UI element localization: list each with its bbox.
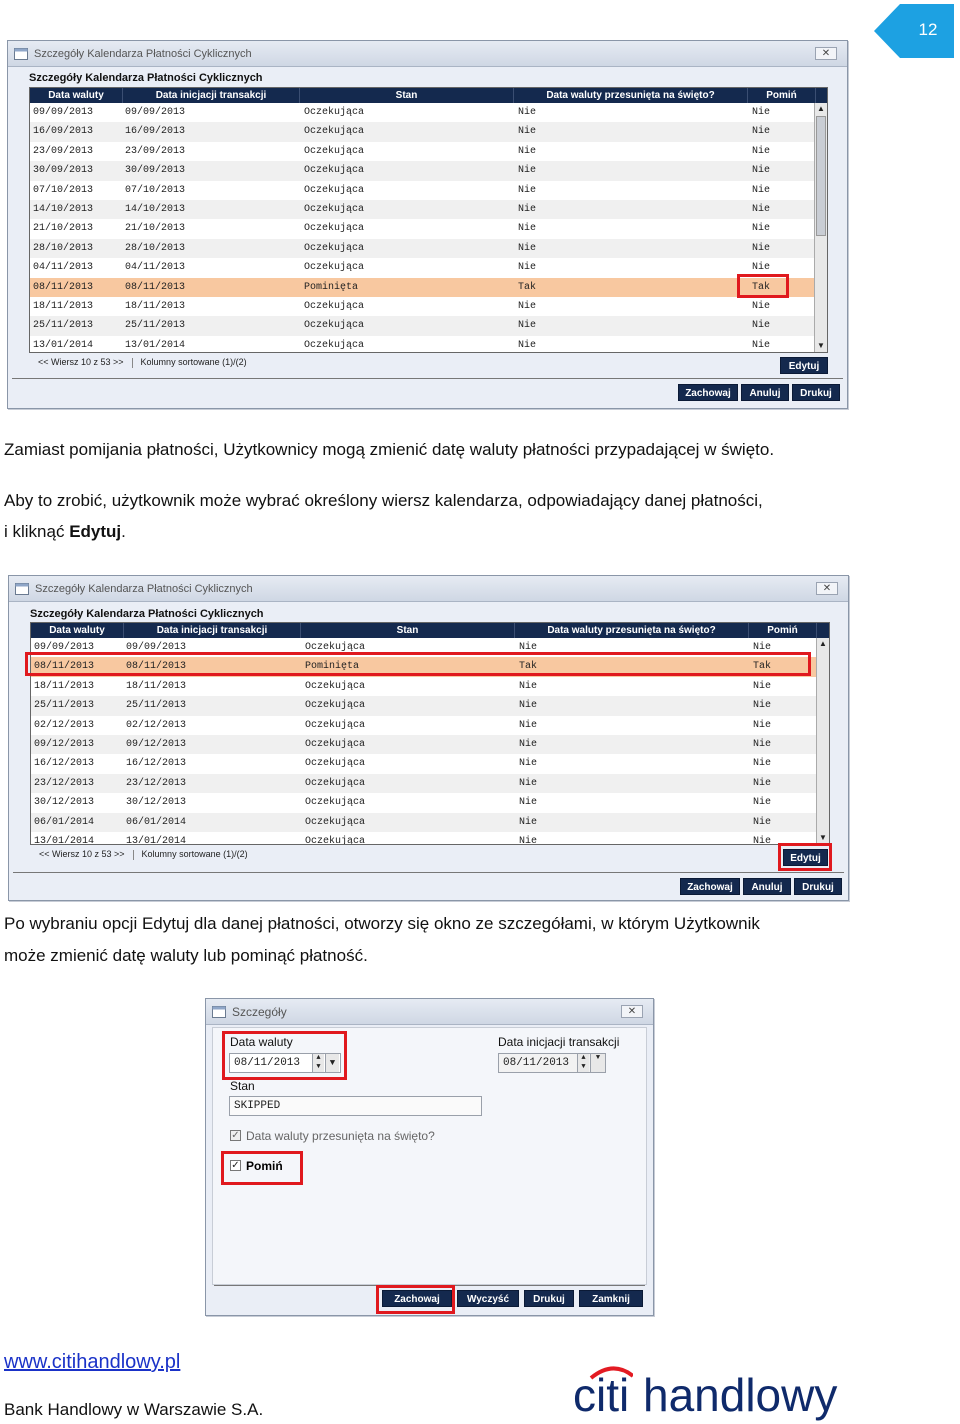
table-cell: Nie <box>752 339 771 351</box>
cancel-button[interactable]: Anuluj <box>743 878 791 895</box>
window-title: Szczegóły Kalendarza Płatności Cyklicznych <box>35 583 253 595</box>
table-cell: Nie <box>518 165 537 177</box>
table-row[interactable] <box>30 219 816 238</box>
table-cell: Nie <box>519 700 538 712</box>
table-cell: Nie <box>753 719 772 731</box>
table-cell: 08/11/2013 <box>34 661 95 673</box>
table-cell: Nie <box>752 223 771 235</box>
table-cell: Oczekująca <box>305 680 366 692</box>
table-cell: 23/09/2013 <box>33 145 94 157</box>
column-header[interactable]: Data waluty przesunięta na święto? <box>515 623 749 638</box>
table-cell: Nie <box>753 680 772 692</box>
table-row[interactable] <box>30 316 816 335</box>
sort-info: Kolumny sortowane (1)/(2) <box>140 357 247 367</box>
table-cell: 02/12/2013 <box>126 719 187 731</box>
table-cell: Nie <box>518 242 537 254</box>
table-cell: 09/12/2013 <box>126 739 187 750</box>
value-date-field[interactable] <box>229 1053 341 1073</box>
table-cell: Oczekująca <box>305 758 366 770</box>
table-cell: Oczekująca <box>305 700 366 712</box>
text-segment: . <box>121 522 126 541</box>
calendar-window-2 <box>8 575 849 901</box>
table-cell: Nie <box>753 816 772 828</box>
table-cell: Nie <box>519 777 538 789</box>
table-cell: 18/11/2013 <box>33 301 94 312</box>
table-cell: 30/12/2013 <box>126 797 187 809</box>
table-cell: 25/11/2013 <box>33 320 94 332</box>
logo-handlowy: handlowy <box>643 1369 838 1421</box>
table-cell: Nie <box>753 836 772 845</box>
skip-checkbox[interactable]: ✓ <box>231 1160 240 1171</box>
close-button[interactable]: ✕ <box>815 47 837 60</box>
table-cell: Nie <box>518 339 537 351</box>
edit-button[interactable]: Edytuj <box>783 849 828 866</box>
table-cell: Nie <box>518 301 537 312</box>
table-cell: Oczekująca <box>305 777 366 789</box>
table-row[interactable] <box>31 832 818 845</box>
table-cell: 16/09/2013 <box>33 126 94 138</box>
table-cell: Oczekująca <box>304 126 365 138</box>
table-cell: Oczekująca <box>305 739 366 750</box>
table-row[interactable] <box>31 793 818 812</box>
close-dialog-button[interactable]: Zamknij <box>579 1290 643 1307</box>
paragraph-2-line-2 <box>4 516 126 547</box>
table-cell: Nie <box>518 320 537 332</box>
table-row[interactable] <box>30 336 816 353</box>
value-date-label: Data waluty <box>230 1035 293 1049</box>
table-cell: 21/10/2013 <box>33 223 94 235</box>
column-header[interactable]: Data inicjacji transakcji <box>123 88 300 103</box>
window-titlebar <box>8 41 847 67</box>
table-cell: Nie <box>518 145 537 157</box>
table-cell: 13/01/2014 <box>126 836 187 845</box>
table-cell: Nie <box>519 719 538 731</box>
bottom-divider <box>12 378 843 379</box>
table-cell: 09/12/2013 <box>34 739 95 750</box>
table-header <box>30 88 827 103</box>
table-cell: Nie <box>752 262 771 274</box>
table-cell: Nie <box>753 642 772 653</box>
table-header <box>31 623 829 638</box>
chevron-down-icon[interactable]: ▼ <box>325 1054 339 1072</box>
table-cell: Oczekująca <box>304 242 365 254</box>
table-row[interactable] <box>30 278 816 297</box>
table-row[interactable] <box>30 142 816 161</box>
window-icon <box>14 47 28 60</box>
table-cell: 25/11/2013 <box>126 700 187 712</box>
table-row[interactable] <box>31 754 818 773</box>
table-cell: Nie <box>518 223 537 235</box>
holiday-checkbox-label: Data waluty przesunięta na święto? <box>246 1129 435 1143</box>
window-title: Szczegóły Kalendarza Płatności Cyklicznych <box>34 48 252 60</box>
save-button[interactable]: Zachowaj <box>678 384 738 401</box>
table-cell: Nie <box>519 680 538 692</box>
table-cell: 14/10/2013 <box>125 204 186 215</box>
table-row[interactable] <box>30 161 816 180</box>
paragraph-1: Zamiast pomijania płatności, Użytkownicy mogą zmienić datę waluty płatności przypadającej w święto. <box>4 440 775 459</box>
table-cell: 08/11/2013 <box>33 281 94 293</box>
table-cell: Oczekująca <box>304 301 365 312</box>
schedule-table <box>29 87 828 353</box>
table-cell: 21/10/2013 <box>125 223 186 235</box>
table-cell: Oczekująca <box>305 816 366 828</box>
table-cell: 28/10/2013 <box>33 242 94 254</box>
paragraph-3-line-2: może zmienić datę waluty lub pominąć płatność. <box>4 946 368 965</box>
footer-divider <box>132 358 133 368</box>
table-cell: 08/11/2013 <box>126 661 187 673</box>
table-cell: Tak <box>752 281 771 293</box>
date-spinner: ▲ ▼ <box>577 1054 589 1072</box>
pager-text[interactable]: << Wiersz 10 z 53 >> <box>38 357 124 367</box>
table-cell: Nie <box>518 107 537 118</box>
table-cell: 07/10/2013 <box>125 184 186 196</box>
close-button[interactable]: ✕ <box>621 1005 643 1018</box>
table-cell: Nie <box>519 642 538 653</box>
table-row[interactable] <box>30 122 816 141</box>
page-number: 12 <box>918 20 938 39</box>
table-cell: Pominięta <box>304 281 359 293</box>
table-cell: Oczekująca <box>304 204 365 215</box>
column-header[interactable]: Pomiń <box>749 623 817 638</box>
table-row[interactable] <box>31 696 818 715</box>
save-button[interactable]: Zachowaj <box>680 878 740 895</box>
table-cell: 04/11/2013 <box>33 262 94 274</box>
scroll-down-arrow-icon[interactable]: ▼ <box>817 341 825 350</box>
status-field: SKIPPED <box>229 1096 482 1116</box>
column-header[interactable]: Pomiń <box>748 88 816 103</box>
bottom-divider <box>13 872 844 873</box>
cancel-button[interactable]: Anuluj <box>741 384 789 401</box>
table-row[interactable] <box>30 200 816 219</box>
table-cell: Nie <box>753 758 772 770</box>
grid-footer <box>39 849 248 860</box>
init-date-value: 08/11/2013 <box>503 1057 570 1069</box>
close-button[interactable]: ✕ <box>816 582 838 595</box>
footer-divider <box>133 850 134 860</box>
table-cell: 16/12/2013 <box>126 758 187 770</box>
table-cell: Oczekująca <box>304 165 365 177</box>
paragraph-3-line-1: Po wybraniu opcji Edytuj dla danej płatności, otworzy się okno ze szczegółami, w którym Użytkownik <box>4 914 760 933</box>
table-cell: Tak <box>753 661 772 673</box>
table-cell: Oczekująca <box>304 145 365 157</box>
column-header[interactable]: Stan <box>301 623 515 638</box>
table-cell: Tak <box>519 661 538 673</box>
table-row[interactable] <box>30 181 816 200</box>
table-cell: Nie <box>518 262 537 274</box>
date-spinner[interactable]: ▲ ▼ <box>312 1054 324 1072</box>
edit-keyword: Edytuj <box>69 522 122 541</box>
table-row[interactable] <box>30 297 816 316</box>
table-cell: 18/11/2013 <box>34 680 95 692</box>
table-row[interactable] <box>31 735 818 754</box>
table-cell: Nie <box>753 797 772 809</box>
table-cell: Oczekująca <box>304 184 365 196</box>
panel-title: Szczegóły Kalendarza Płatności Cyklicznych <box>30 608 264 620</box>
grid-footer <box>38 357 247 368</box>
window-icon <box>212 1005 226 1018</box>
table-cell: 16/12/2013 <box>34 758 95 770</box>
table-cell: 07/10/2013 <box>33 184 94 196</box>
scroll-down-arrow-icon[interactable]: ▼ <box>819 833 827 842</box>
bank-name: Bank Handlowy w Warszawie S.A. <box>4 1400 264 1419</box>
bottom-divider <box>214 1285 645 1286</box>
table-cell: Nie <box>752 184 771 196</box>
table-row[interactable] <box>31 813 818 832</box>
print-button[interactable]: Drukuj <box>524 1290 574 1307</box>
table-cell: Oczekująca <box>305 797 366 809</box>
table-cell: 02/12/2013 <box>34 719 95 731</box>
vertical-scrollbar[interactable] <box>816 638 829 844</box>
table-cell: Nie <box>518 204 537 215</box>
pager-text[interactable]: << Wiersz 10 z 53 >> <box>39 849 125 859</box>
table-row[interactable] <box>30 258 816 277</box>
table-cell: 18/11/2013 <box>125 301 186 312</box>
column-header[interactable]: Data waluty przesunięta na święto? <box>514 88 748 103</box>
save-button[interactable]: Zachowaj <box>382 1290 452 1307</box>
table-cell: Nie <box>519 758 538 770</box>
table-cell: Pominięta <box>305 661 360 673</box>
table-cell: Oczekująca <box>304 262 365 274</box>
skip-checkbox-label: Pomiń <box>246 1159 283 1173</box>
table-cell: Nie <box>518 184 537 196</box>
table-cell: Nie <box>752 107 771 118</box>
edit-button[interactable]: Edytuj <box>780 357 828 374</box>
page-number-badge <box>874 4 954 58</box>
table-cell: 09/09/2013 <box>33 107 94 118</box>
table-cell: 09/09/2013 <box>34 642 95 653</box>
table-cell: 23/12/2013 <box>34 777 95 789</box>
table-cell: Nie <box>752 242 771 254</box>
window-titlebar <box>206 999 653 1025</box>
table-cell: 30/09/2013 <box>125 165 186 177</box>
scroll-up-arrow-icon[interactable]: ▲ <box>819 639 827 648</box>
sort-info: Kolumny sortowane (1)/(2) <box>141 849 248 859</box>
table-cell: Oczekująca <box>305 642 366 653</box>
table-cell: 09/09/2013 <box>126 642 187 653</box>
column-header[interactable]: Data waluty <box>31 623 124 638</box>
table-cell: 13/01/2014 <box>125 339 186 351</box>
table-cell: Oczekująca <box>304 339 365 351</box>
table-cell: 23/09/2013 <box>125 145 186 157</box>
table-cell: 16/09/2013 <box>125 126 186 138</box>
table-cell: 06/01/2014 <box>126 816 187 828</box>
table-cell: 25/11/2013 <box>125 320 186 332</box>
table-cell: Nie <box>518 126 537 138</box>
table-cell: 25/11/2013 <box>34 700 95 712</box>
citi-handlowy-logo <box>573 1364 838 1421</box>
table-cell: 13/01/2014 <box>33 339 94 351</box>
website-link[interactable]: www.citihandlowy.pl <box>4 1351 181 1373</box>
table-row[interactable] <box>31 716 818 735</box>
table-cell: Nie <box>752 204 771 215</box>
table-row[interactable] <box>31 657 818 676</box>
table-cell: Oczekująca <box>305 836 366 845</box>
table-cell: Oczekująca <box>304 223 365 235</box>
table-cell: 30/09/2013 <box>33 165 94 177</box>
table-cell: Nie <box>753 777 772 789</box>
window-title: Szczegóły <box>232 1005 287 1019</box>
table-cell: 23/12/2013 <box>126 777 187 789</box>
status-label: Stan <box>230 1079 255 1093</box>
table-cell: Nie <box>753 739 772 750</box>
column-header[interactable]: Data waluty <box>30 88 123 103</box>
table-cell: 09/09/2013 <box>125 107 186 118</box>
table-row[interactable] <box>30 239 816 258</box>
table-cell: Nie <box>752 165 771 177</box>
window-titlebar <box>9 576 848 602</box>
table-cell: Nie <box>519 836 538 845</box>
table-cell: 14/10/2013 <box>33 204 94 215</box>
table-row[interactable] <box>31 677 818 696</box>
table-cell: 30/12/2013 <box>34 797 95 809</box>
table-cell: Nie <box>752 126 771 138</box>
table-cell: 06/01/2014 <box>34 816 95 828</box>
table-cell: Oczekująca <box>304 320 365 332</box>
init-date-label: Data inicjacji transakcji <box>498 1035 620 1049</box>
table-cell: Nie <box>519 816 538 828</box>
value-date-value: 08/11/2013 <box>234 1057 301 1069</box>
column-header[interactable]: Stan <box>300 88 514 103</box>
window-icon <box>15 582 29 595</box>
date-spinner: ▼ <box>590 1054 605 1072</box>
table-cell: Nie <box>519 797 538 809</box>
table-row[interactable] <box>30 103 816 122</box>
paragraph-2-line-1: Aby to zrobić, użytkownik może wybrać określony wiersz kalendarza, odpowiadający danej płatności, <box>4 491 763 510</box>
table-row[interactable] <box>31 774 818 793</box>
scroll-thumb[interactable] <box>816 116 826 236</box>
table-cell: Nie <box>519 739 538 750</box>
table-row[interactable] <box>31 638 818 657</box>
text-segment: i kliknąć <box>4 522 70 541</box>
table-cell: 28/10/2013 <box>125 242 186 254</box>
holiday-checkbox: ✓ <box>231 1130 240 1141</box>
table-cell: Nie <box>752 301 771 312</box>
print-button[interactable]: Drukuj <box>794 878 842 895</box>
panel-title: Szczegóły Kalendarza Płatności Cyklicznych <box>29 72 263 84</box>
table-cell: 18/11/2013 <box>126 680 187 692</box>
scroll-up-arrow-icon[interactable]: ▲ <box>817 104 825 113</box>
calendar-window-1 <box>7 40 848 409</box>
column-header[interactable]: Data inicjacji transakcji <box>124 623 301 638</box>
clear-button[interactable]: Wyczyść <box>457 1290 519 1307</box>
table-cell: Oczekująca <box>305 719 366 731</box>
table-cell: Oczekująca <box>304 107 365 118</box>
table-cell: 08/11/2013 <box>125 281 186 293</box>
table-cell: Nie <box>753 700 772 712</box>
schedule-table <box>30 622 830 845</box>
table-cell: Nie <box>752 145 771 157</box>
init-date-field <box>498 1053 606 1073</box>
logo-citi: citi <box>573 1369 630 1421</box>
details-window <box>205 998 654 1316</box>
print-button[interactable]: Drukuj <box>792 384 840 401</box>
table-cell: 13/01/2014 <box>34 836 95 845</box>
table-cell: Tak <box>518 281 537 293</box>
table-cell: Nie <box>752 320 771 332</box>
table-cell: 04/11/2013 <box>125 262 186 274</box>
vertical-scrollbar[interactable] <box>814 103 827 352</box>
